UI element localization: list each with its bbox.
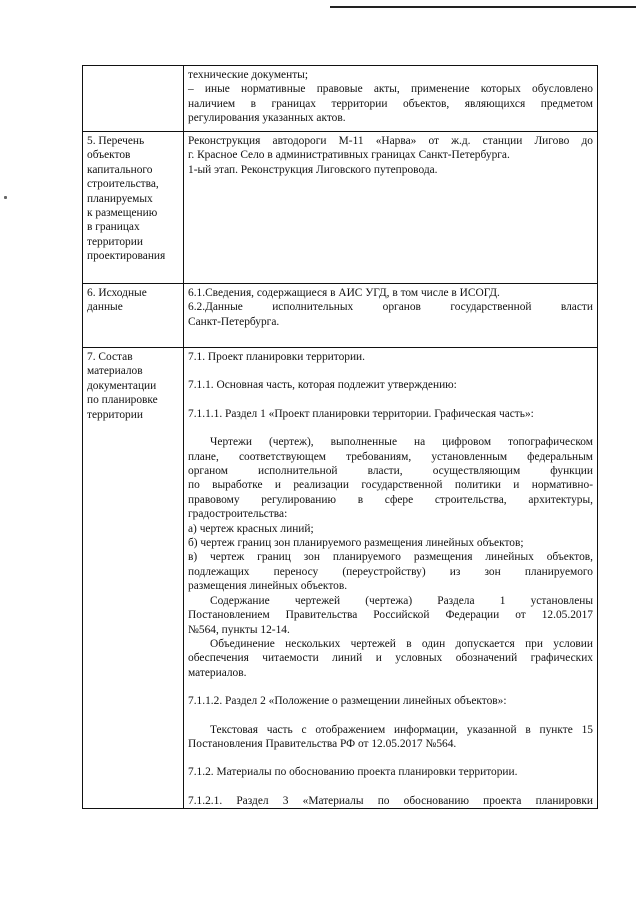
section-heading-7-1-1: 7.1.1. Основная часть, которая подлежит утверждению:	[188, 379, 457, 392]
list-item: б) чертеж границ зон планируемого размещения линейных объектов;	[188, 537, 524, 550]
scan-top-edge-line	[330, 6, 636, 8]
paragraph-line: органом исполнительной власти, осуществляющим функции	[188, 465, 593, 478]
row-7-label	[83, 348, 184, 809]
label-line: документации	[87, 379, 157, 392]
terms-of-reference-table	[82, 65, 598, 809]
paragraph-line: Объединение нескольких чертежей в один допускается при условии	[210, 637, 593, 650]
section-heading-7-1: 7.1. Проект планировки территории.	[188, 351, 366, 363]
row-7-content	[184, 348, 598, 809]
row-6-label	[83, 284, 184, 348]
label-line: объектов	[87, 149, 131, 162]
paragraph-line: Текстовая часть с отображением информации, указанной в пункте 15	[210, 723, 593, 736]
content-line: 6.2.Данные исполнительных органов государственной власти	[188, 301, 593, 314]
paragraph-line: Постановлением Правительства Российской Федерации от 12.05.2017	[188, 609, 593, 622]
paragraph-line: плане, соответствующем требованиям, установленным федеральным	[188, 450, 593, 463]
content-line: 1-ый этап. Реконструкция Лиговского путепровода.	[188, 163, 438, 176]
paragraph-line: по выработке и реализации государственной политики и нормативно-	[188, 479, 593, 492]
content-line: 6.1.Сведения, содержащиеся в АИС УГД, в том числе в ИСОГД.	[188, 287, 500, 299]
label-line: 7. Состав	[87, 351, 133, 363]
list-item-continuation: размещения линейных объектов.	[188, 580, 348, 593]
label-line: территории	[87, 235, 143, 248]
content-line: Санкт-Петербурга.	[188, 315, 280, 328]
label-cell-empty	[83, 66, 184, 132]
paragraph-line: правовому регулированию в сфере строительства, архитектуры,	[188, 493, 593, 506]
label-line: территории	[87, 408, 143, 421]
section-heading-7-1-1-2: 7.1.1.2. Раздел 2 «Положение о размещении линейных объектов»:	[188, 695, 507, 708]
table-row-continued	[83, 66, 598, 132]
table-row-5-objects	[83, 132, 598, 284]
list-item: в) чертеж границ зон планируемого размещения линейных объектов,	[188, 551, 593, 564]
row-5-label	[83, 132, 184, 284]
paragraph-line: обеспечения читаемости линий и условных обозначений графических	[188, 652, 593, 665]
label-line: материалов	[87, 365, 143, 378]
content-line: г. Красное Село в административных границах Санкт-Петербурга.	[188, 149, 510, 162]
label-line: в границах	[87, 221, 140, 234]
list-item-continuation: подлежащих переносу (переустройству) из зон планируемого	[188, 565, 593, 578]
content-line: технические документы;	[188, 69, 308, 81]
content-line: наличием в границах территории объектов, являющихся предметом	[188, 97, 593, 110]
paragraph-line: градостроительства:	[188, 508, 288, 521]
section-heading-7-1-2-1: 7.1.2.1. Раздел 3 «Материалы по обоснованию проекта планировки	[188, 794, 593, 807]
row-6-content	[184, 284, 598, 348]
label-line: капитального	[87, 163, 153, 176]
content-cell-continued	[184, 66, 598, 132]
label-line: 5. Перечень	[87, 135, 145, 147]
table-row-6-source-data	[83, 284, 598, 348]
list-item: а) чертеж красных линий;	[188, 522, 314, 535]
table-row-7-composition	[83, 348, 598, 809]
paragraph-line: Чертежи (чертеж), выполненные на цифровом топографическом	[210, 436, 593, 449]
section-heading-7-1-2: 7.1.2. Материалы по обоснованию проекта планировки территории.	[188, 766, 518, 779]
label-line: 6. Исходные	[87, 287, 147, 299]
label-line: по планировке	[87, 394, 158, 407]
section-heading-7-1-1-1: 7.1.1.1. Раздел 1 «Проект планировки территории. Графическая часть»:	[188, 407, 534, 420]
content-line: регулирования указанных актов.	[188, 112, 346, 125]
paragraph-line: Содержание чертежей (чертежа) Раздела 1 установлены	[210, 594, 593, 607]
label-line: планируемых	[87, 192, 153, 205]
label-line: данные	[87, 301, 123, 314]
label-line: строительства,	[87, 178, 159, 191]
row-5-content	[184, 132, 598, 284]
content-line: – иные нормативные правовые акты, применение которых обусловлено	[188, 83, 593, 96]
label-line: проектирования	[87, 250, 166, 263]
label-line: к размещению	[87, 207, 158, 220]
paragraph-line: №564, пункты 12-14.	[188, 623, 290, 636]
content-line: Реконструкция автодороги М-11 «Нарва» от ж.д. станции Лигово до	[188, 135, 593, 147]
paragraph-line: Постановления Правительства РФ от 12.05.2017 №564.	[188, 737, 457, 750]
paragraph-line: материалов.	[188, 666, 247, 679]
scan-artifact-dot	[4, 196, 7, 199]
